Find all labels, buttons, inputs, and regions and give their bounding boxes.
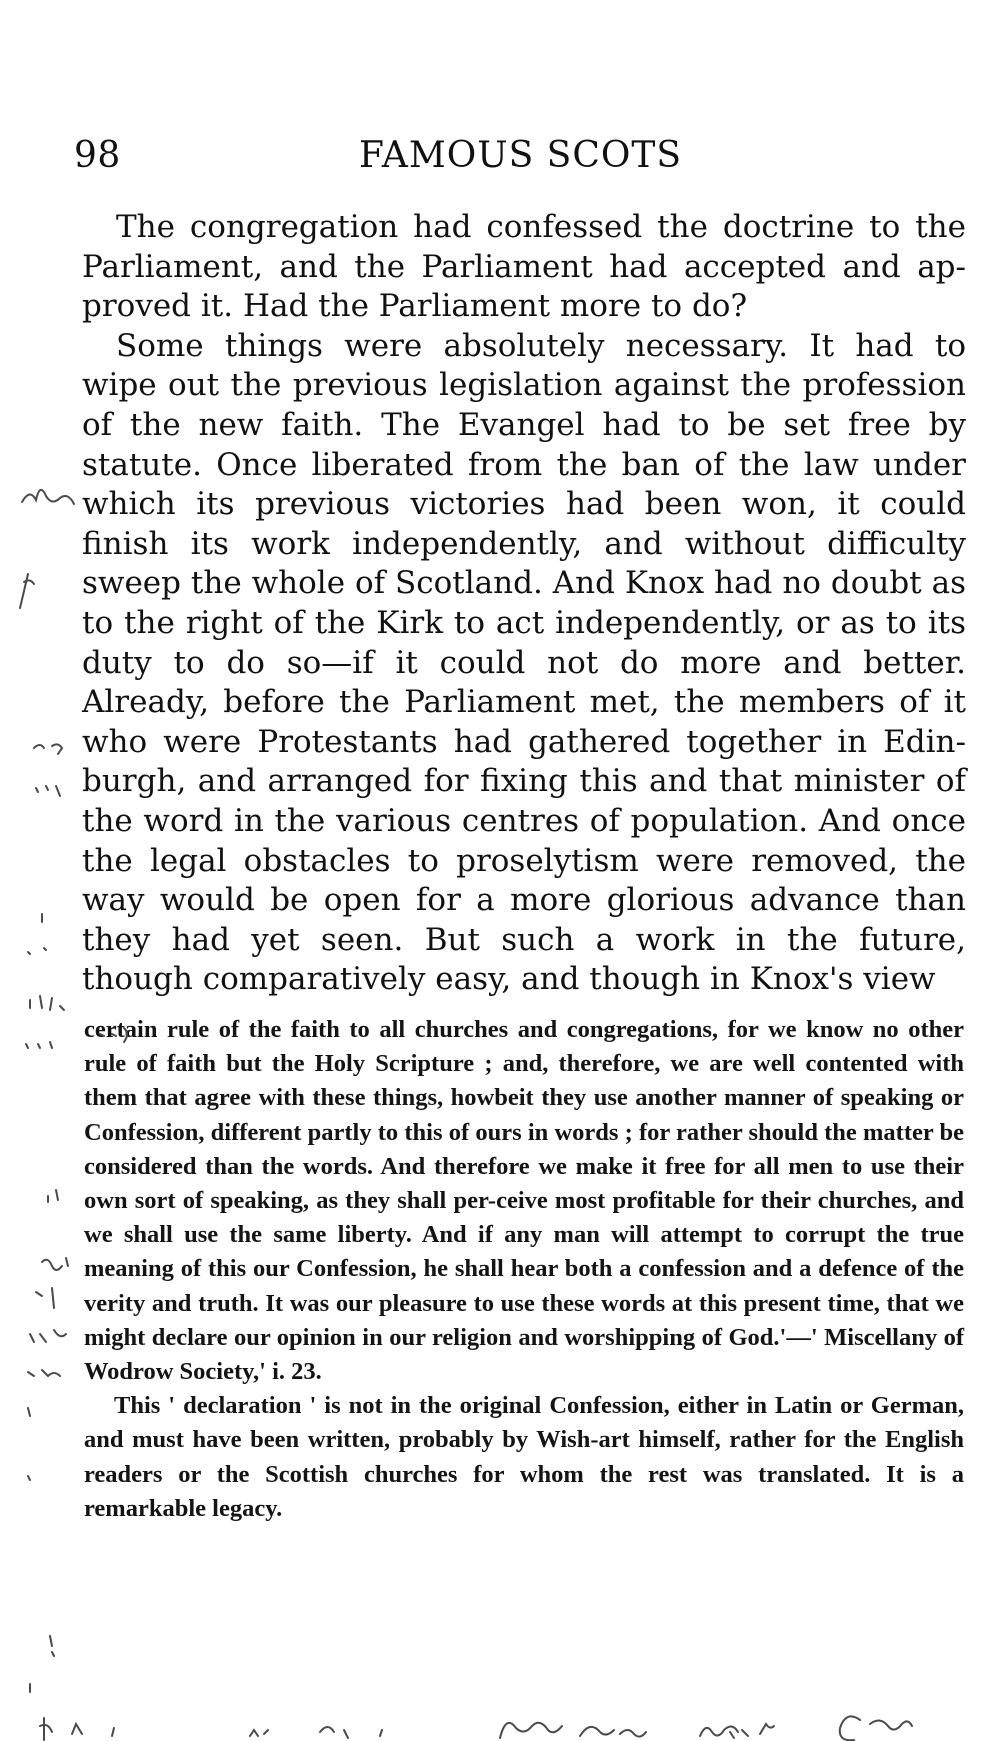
running-head [74, 131, 964, 181]
footnote-paragraph-2: This ' declaration ' is not in the original Confession, either in Latin or German, and must have been written, probably by Wish-art himself, rather for the English readers or the Scottish churches for whom the rest was translated. It is a remarkable legacy. [84, 1392, 964, 1522]
main-text [82, 208, 966, 1000]
footnote-paragraph-1: certain rule of the faith to all churches and congregations, for we know no other rule of faith but the Holy Scripture ; and, therefore, we are well contented with them that agree with these things, howbeit they use another manner of speaking or Confession, different partly to this of ours in words ; for rather should the matter be considered than the words. And therefore we make it free for all men to use their own sort of speaking, as they shall per-ceive most profitable for their churches, and we shall use the same liberty. And if any man will attempt to corrupt the true meaning of this our Confession, he shall hear both a confession and a defence of the verity and truth. It was our pleasure to use these words at this present time, that we might declare our opinion in our religion and worshipping of God.'—' Miscellany of Wodrow Society,' i. 23. [84, 1016, 964, 1386]
body-paragraph-2: Some things were absolutely necessary. It had to wipe out the previous legislation against the profession of the new faith. The Evangel had to be set free by statute. Once liberated from the ban of the law under which its previous victories had been won, it could finish its work independently, and without difficulty sweep the whole of Scotland. And Knox had no doubt as to the right of the Kirk to act independently, or as to its duty to do so—if it could not do more and better. Already, before the Parliament met, the members of it who were Protestants had gathered together in Edin-burgh, and arranged for fixing this and that minister of the word in the various centres of population. And once the legal obstacles to proselytism were removed, the way would be open for a more glorious advance than they had yet seen. But such a work in the future, though comparatively easy, and though in Knox's view [82, 327, 966, 998]
footnote [84, 1013, 964, 1526]
body-paragraph-1: The congregation had confessed the doctrine to the Parliament, and the Parliament had accepted and ap-proved it. Had the Parliament more to do? [82, 209, 966, 325]
page-number: 98 [74, 135, 121, 176]
running-title: FAMOUS SCOTS [359, 135, 683, 176]
